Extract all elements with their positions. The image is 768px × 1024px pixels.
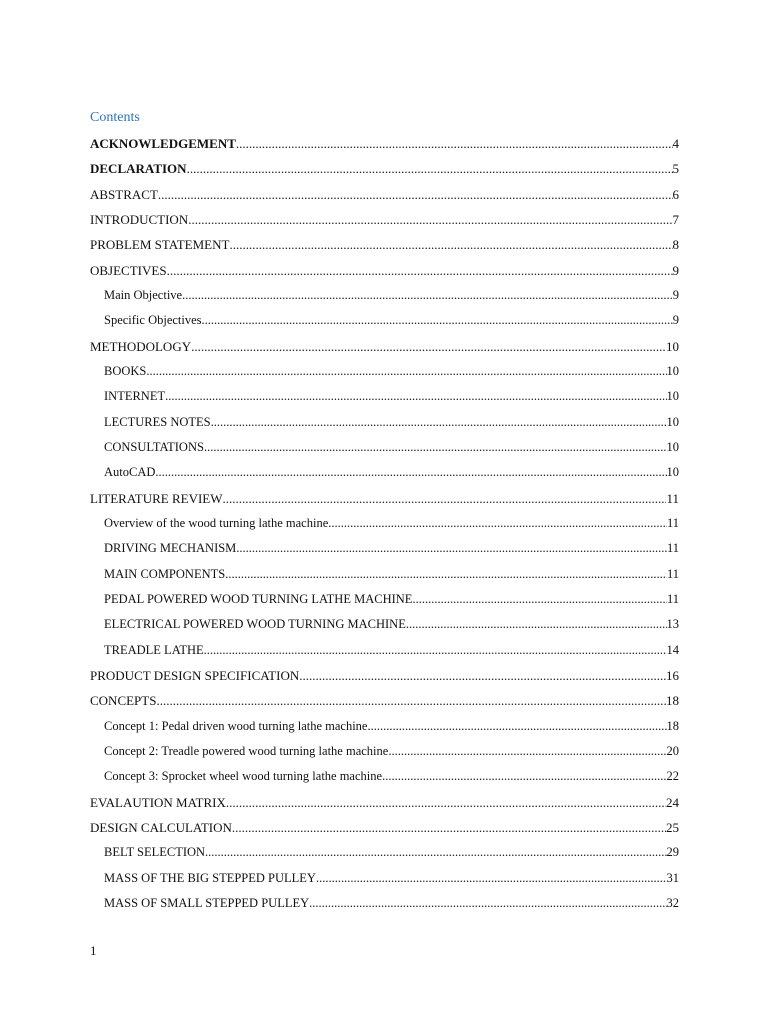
- toc-entry-page: 10: [666, 465, 679, 480]
- toc-entry[interactable]: [90, 612, 679, 637]
- toc-entry-page: 9: [672, 262, 679, 278]
- toc-dot-leader: [155, 460, 666, 485]
- toc-dot-leader: [204, 638, 667, 663]
- toc-entry-title: INTRODUCTION: [90, 211, 189, 227]
- toc-entry-title: ACKNOWLEDGEMENT: [90, 136, 236, 151]
- toc-entry[interactable]: [90, 182, 679, 207]
- toc-dot-leader: [225, 562, 667, 587]
- toc-dot-leader: [223, 486, 667, 511]
- toc-entry[interactable]: [90, 511, 679, 536]
- toc-entry-page: 10: [666, 389, 679, 404]
- toc-entry-page: 11: [666, 541, 679, 556]
- toc-dot-leader: [406, 612, 667, 637]
- toc-dot-leader: [382, 764, 666, 789]
- toc-entry-page: 11: [666, 490, 679, 506]
- toc-entry[interactable]: [90, 663, 679, 688]
- toc-dot-leader: [146, 359, 666, 384]
- toc-entry[interactable]: [90, 384, 679, 409]
- toc-entry-page: 6: [672, 186, 679, 202]
- toc-dot-leader: [236, 131, 673, 156]
- toc-entry[interactable]: [90, 840, 679, 865]
- toc-entry-title: LECTURES NOTES: [104, 414, 211, 429]
- toc-entry-title: Specific Objectives: [104, 313, 202, 328]
- toc-entry-page: 14: [666, 642, 679, 657]
- toc-dot-leader: [211, 410, 667, 435]
- toc-dot-leader: [165, 384, 666, 409]
- toc-dot-leader: [236, 536, 667, 561]
- toc-entry-title: BOOKS: [104, 363, 147, 378]
- toc-entry-title: Concept 2: Treadle powered wood turning lathe machine: [104, 743, 389, 758]
- toc-entry[interactable]: [90, 587, 679, 612]
- toc-entry-title: MASS OF SMALL STEPPED PULLEY: [104, 895, 310, 910]
- toc-entry-title: PEDAL POWERED WOOD TURNING LATHE MACHINE: [104, 591, 413, 606]
- toc-entry-title: DECLARATION: [90, 161, 187, 177]
- toc-entry-page: 11: [666, 591, 679, 606]
- toc-entry-page: 22: [666, 769, 679, 784]
- toc-dot-leader: [188, 207, 672, 232]
- toc-entry-page: 9: [672, 313, 679, 328]
- toc-entry[interactable]: [90, 764, 679, 789]
- toc-entry[interactable]: [90, 156, 679, 181]
- toc-entry-page: 7: [672, 211, 679, 227]
- toc-entry-page: 10: [666, 363, 679, 378]
- toc-entry-title: Concept 3: Sprocket wheel wood turning lathe machine: [104, 769, 383, 784]
- toc-entry-page: 8: [672, 237, 679, 253]
- toc-entry-title: MASS OF THE BIG STEPPED PULLEY: [104, 870, 316, 885]
- toc-entry-title: Overview of the wood turning lathe machine: [104, 515, 329, 530]
- toc-dot-leader: [187, 156, 673, 181]
- toc-entry-page: 9: [672, 287, 679, 302]
- toc-entry-page: 5: [672, 161, 679, 177]
- toc-entry[interactable]: [90, 410, 679, 435]
- toc-entry-page: 29: [666, 845, 679, 860]
- toc-entry-page: 31: [666, 870, 679, 885]
- toc-entry[interactable]: [90, 207, 679, 232]
- toc-entry[interactable]: [90, 536, 679, 561]
- toc-entry[interactable]: [90, 790, 679, 815]
- toc-entry[interactable]: [90, 891, 679, 916]
- toc-entry-page: 32: [666, 895, 679, 910]
- toc-entry-title: BELT SELECTION: [104, 845, 206, 860]
- toc-entry[interactable]: [90, 714, 679, 739]
- toc-entry[interactable]: [90, 258, 679, 283]
- toc-dot-leader: [388, 739, 666, 764]
- toc-entry-title: Main Objective: [104, 287, 183, 302]
- toc-heading: Contents: [90, 110, 140, 125]
- toc-entry-title: DESIGN CALCULATION: [90, 819, 232, 835]
- toc-dot-leader: [204, 435, 667, 460]
- toc-dot-leader: [412, 587, 667, 612]
- toc-entry[interactable]: [90, 486, 679, 511]
- toc-entry-title: ELECTRICAL POWERED WOOD TURNING MACHINE: [104, 617, 406, 632]
- toc-entry-page: 25: [666, 819, 679, 835]
- toc-entry[interactable]: [90, 334, 679, 359]
- toc-entry-page: 10: [666, 338, 679, 354]
- toc-dot-leader: [167, 258, 673, 283]
- toc-entry-title: OBJECTIVES: [90, 262, 167, 278]
- toc-entry-page: 10: [666, 414, 679, 429]
- toc-entry-page: 18: [666, 693, 679, 709]
- toc-entry-page: 10: [666, 439, 679, 454]
- toc-dot-leader: [316, 866, 667, 891]
- toc-entry-title: TREADLE LATHE: [104, 642, 204, 657]
- toc-entry-page: 11: [666, 566, 679, 581]
- toc-dot-leader: [229, 232, 672, 257]
- toc-entry-title: CONSULTATIONS: [104, 439, 204, 454]
- toc-dot-leader: [182, 283, 673, 308]
- page-number: 1: [90, 943, 97, 958]
- toc-entry-page: 13: [666, 617, 679, 632]
- toc-dot-leader: [299, 663, 666, 688]
- toc-dot-leader: [202, 308, 673, 333]
- toc-entry[interactable]: [90, 460, 679, 485]
- toc-dot-leader: [226, 790, 666, 815]
- toc-entry[interactable]: [90, 866, 679, 891]
- toc-entry-title: INTERNET: [104, 389, 166, 404]
- toc-entry-title: DRIVING MECHANISM: [104, 541, 237, 556]
- toc-entry-page: 4: [672, 136, 679, 151]
- toc-entry-page: 16: [666, 667, 679, 683]
- toc-dot-leader: [205, 840, 666, 865]
- toc-entry[interactable]: [90, 308, 679, 333]
- toc-dot-leader: [191, 334, 666, 359]
- toc-entry[interactable]: [90, 739, 679, 764]
- toc-entry-page: 20: [666, 743, 679, 758]
- toc-entry[interactable]: [90, 815, 679, 840]
- toc-entry-title: EVALAUTION MATRIX: [90, 794, 226, 810]
- toc-entry[interactable]: [90, 688, 679, 713]
- toc-entry-title: Concept 1: Pedal driven wood turning lathe machine: [104, 718, 368, 733]
- toc-entry-title: CONCEPTS: [90, 693, 157, 709]
- toc-entry[interactable]: [90, 638, 679, 663]
- toc-entry[interactable]: [90, 283, 679, 308]
- toc-entry[interactable]: [90, 359, 679, 384]
- toc-entry-title: MAIN COMPONENTS: [104, 566, 226, 581]
- toc-entry-page: 18: [666, 718, 679, 733]
- toc-dot-leader: [156, 688, 666, 713]
- toc-entry-title: ABSTRACT: [90, 186, 158, 202]
- toc-entry[interactable]: [90, 232, 679, 257]
- toc-entry[interactable]: [90, 562, 679, 587]
- toc-dot-leader: [158, 182, 673, 207]
- toc-entry[interactable]: [90, 435, 679, 460]
- toc-dot-leader: [328, 511, 667, 536]
- toc-dot-leader: [232, 815, 666, 840]
- toc-entry-title: AutoCAD: [104, 465, 156, 480]
- table-of-contents: [90, 131, 679, 916]
- toc-dot-leader: [367, 714, 666, 739]
- toc-entry-title: METHODOLOGY: [90, 338, 192, 354]
- toc-entry-title: PROBLEM STATEMENT: [90, 237, 230, 253]
- toc-dot-leader: [309, 891, 666, 916]
- toc-entry[interactable]: [90, 131, 679, 156]
- toc-entry-page: 11: [666, 515, 679, 530]
- toc-entry-title: PRODUCT DESIGN SPECIFICATION: [90, 667, 300, 683]
- toc-entry-title: LITERATURE REVIEW: [90, 490, 223, 506]
- toc-entry-page: 24: [666, 794, 679, 810]
